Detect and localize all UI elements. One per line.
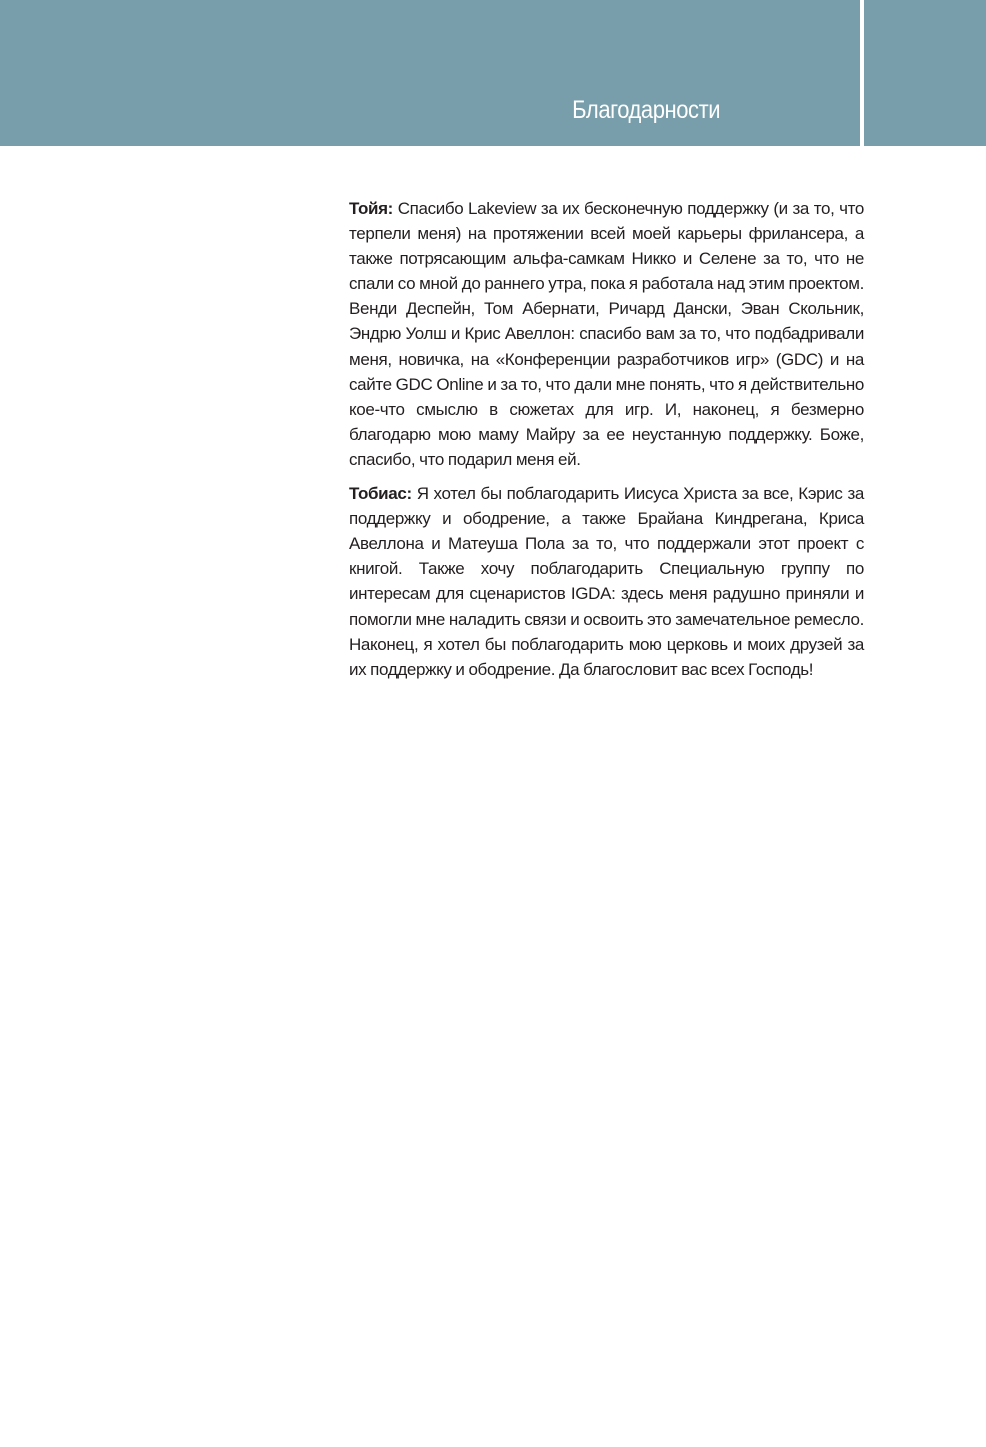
acknowledgement-text: Спасибо Lakeview за их бесконечную поддержку (и за то, что терпели меня) на протяжении всей моей карьеры фрилансера, а также потрясающим альфа-самкам Никко и Селене за то, что не спали со мной до раннего утра, пока я работала над этим проектом. Венди Деспейн, Том Абернати, Ричард Дански, Эван Скольник, Эндрю Уолш и Крис Авеллон: спасибо вам за то, что подбадривали меня, новичка, на «Конференции разработчиков игр» (GDC) и на сайте GDC Online и за то, что дали мне понять, что я действительно кое-что смыслю в сюжетах для игр. И, наконец, я безмерно благодарю мою маму Майру за ее неустанную поддержку. Боже, спасибо, что подарил меня ей. [349,199,864,469]
page-title: Благодарности [572,96,720,124]
speaker-name: Тойя: [349,199,393,218]
acknowledgement-paragraph [349,481,864,682]
speaker-name: Тобиас: [349,484,412,504]
acknowledgements-body [349,196,864,691]
header-side-tab [864,0,986,146]
header-band [0,0,860,146]
acknowledgement-text: Я хотел бы поблагодарить Иисуса Христа за все, Кэрис за поддержку и ободрение, а также Брайана Киндрегана, Криса Авеллона и Матеуша Пола за то, что поддержали этот проект с книгой. Также хочу поблагодарить Специальную группу по интересам для сценаристов IGDA: здесь меня радушно приняли и помогли мне наладить связи и освоить это замечательное ремесло. Наконец, я хотел бы поблагодарить мою церковь и моих друзей за их поддержку и ободрение. Да благословит вас всех Господь! [349,484,864,679]
acknowledgement-paragraph [349,196,864,472]
